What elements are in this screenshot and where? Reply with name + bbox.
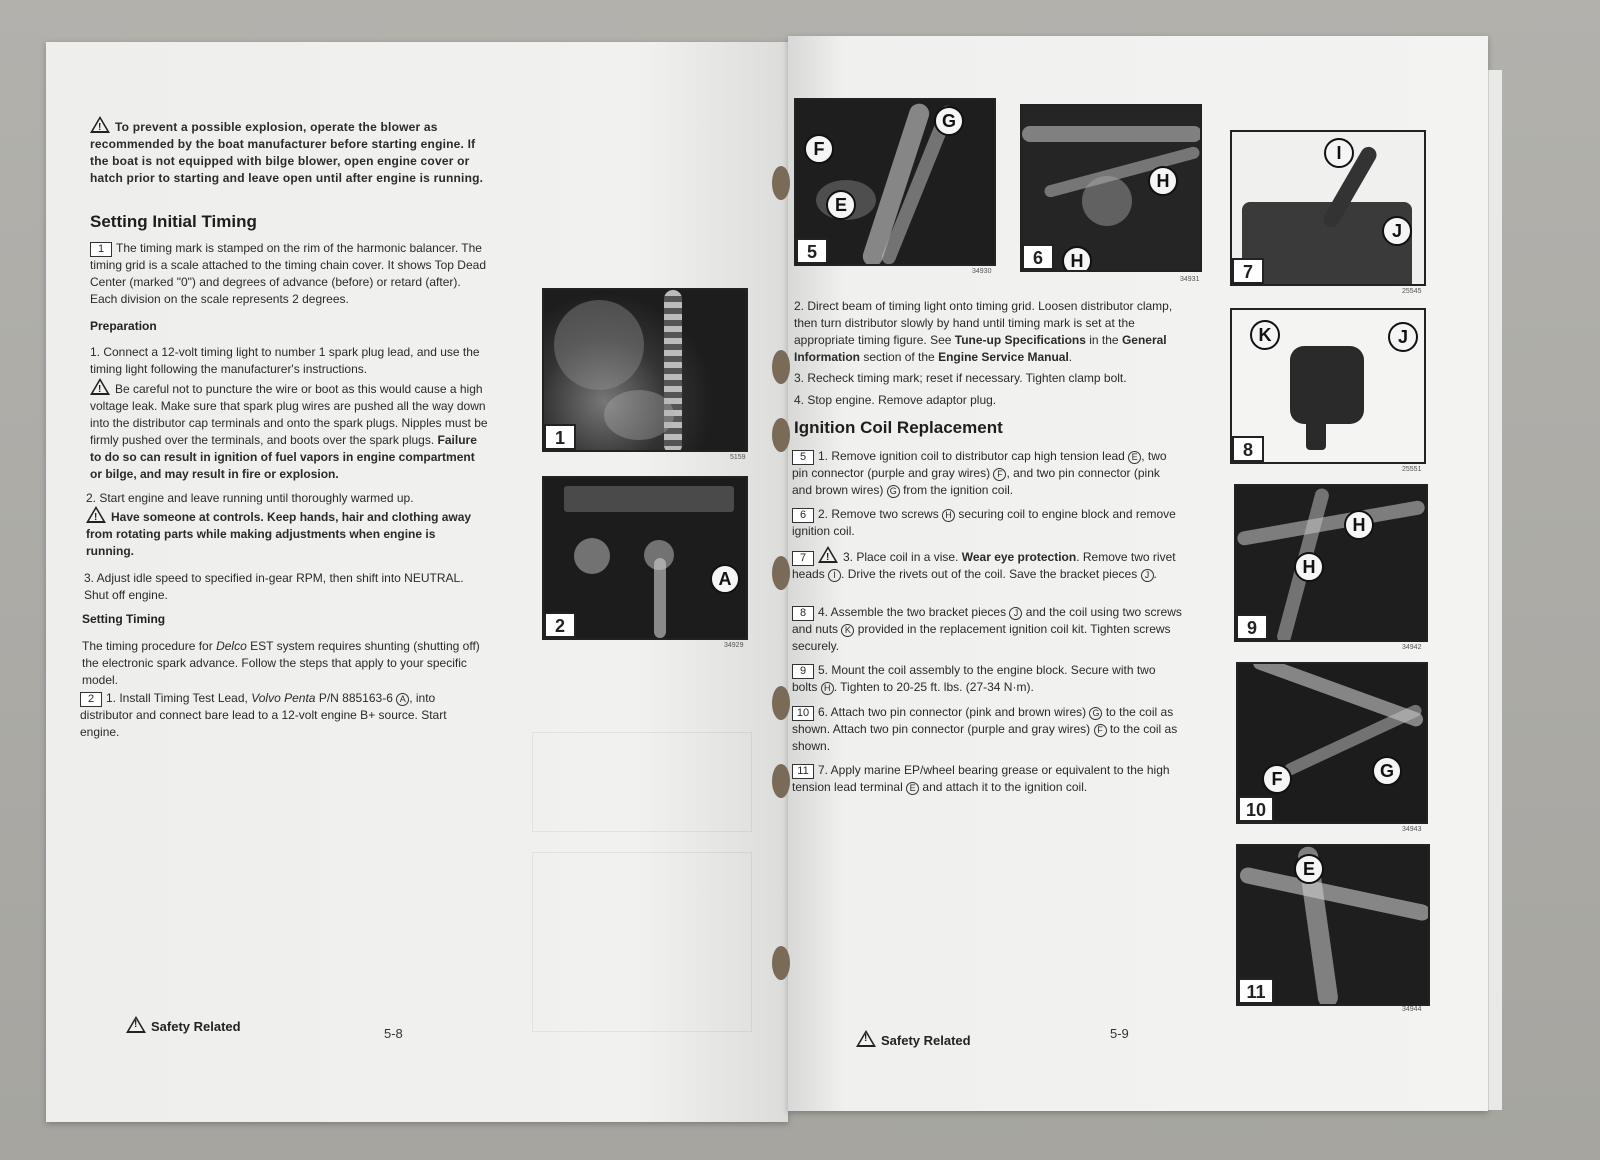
step-number: 2 xyxy=(80,692,102,707)
bleed-through-shadow xyxy=(532,852,752,1032)
warning-puncture: !Be careful not to puncture the wire or boot as this would cause a high voltage leak. Make sure that spark plug wires are pushed all the way down into the distributor cap terminals and onto the spark plugs. Nipples must be firmly pushed over the terminals, and boots over the spark plugs. Failure to do so can result in ignition of fuel vapors in engine compartment or bilge, and may result in fire or explosion. xyxy=(90,378,488,483)
figure-7-photo xyxy=(1230,130,1426,286)
step-number: 9 xyxy=(792,664,814,679)
step-number: 6 xyxy=(792,508,814,523)
warning-icon xyxy=(818,546,838,563)
figure-6-photo xyxy=(1020,104,1202,272)
callout-ref: J xyxy=(1141,569,1154,582)
figure-code: 34944 xyxy=(1402,1006,1422,1013)
prep-step-1: 1. Connect a 12-volt timing light to number 1 spark plug lead, and use the timing light following the manufacturer's instructions. xyxy=(90,345,480,376)
step-number: 8 xyxy=(792,606,814,621)
ignition-step-3: 7! 3. Place coil in a vise. Wear eye protection. Remove two rivet heads I . Drive the rivets out of the coil. Save the bracket pieces J . xyxy=(792,546,1182,583)
step-number: 10 xyxy=(792,706,814,721)
bleed-through-shadow xyxy=(532,732,752,832)
figure-code: 25545 xyxy=(1402,288,1422,295)
figure-2-photo xyxy=(542,476,748,640)
callout-a: A xyxy=(710,564,740,594)
binder-hole xyxy=(772,764,790,798)
figure-code: 34930 xyxy=(972,268,992,275)
warning-icon xyxy=(126,1016,146,1033)
prep-step-2: 2. Start engine and leave running until thoroughly warmed up. xyxy=(86,491,414,505)
step-number: 5 xyxy=(792,450,814,465)
callout-ref: E xyxy=(1128,451,1141,464)
step-number: 1 xyxy=(90,242,112,257)
figure-8-photo xyxy=(1230,308,1426,464)
figure-code: 34929 xyxy=(724,642,744,649)
figure-number: 11 xyxy=(1238,978,1274,1004)
warning-blower: !To prevent a possible explosion, operate the blower as recommended by the boat manufacturer before starting engine. If the boat is not equipped with bilge blower, open engine cover or hatch prior to starting and leave open until after engine is running. xyxy=(90,116,488,187)
callout-ref: F xyxy=(1094,724,1107,737)
figure-number: 10 xyxy=(1238,796,1274,822)
callout-j: J xyxy=(1388,322,1418,352)
figure-5-photo xyxy=(794,98,996,266)
callout-h: H xyxy=(1294,552,1324,582)
figure-code: 34942 xyxy=(1402,644,1422,651)
figure-code: 34931 xyxy=(1180,276,1200,283)
figure-number: 8 xyxy=(1232,436,1264,462)
binder-hole xyxy=(772,350,790,384)
binder-hole xyxy=(772,686,790,720)
binder-hole xyxy=(772,166,790,200)
footer-safety-related: !Safety Related xyxy=(126,1016,241,1034)
figure-code: 5159 xyxy=(730,454,746,461)
callout-ref: A xyxy=(396,693,409,706)
ignition-step-5: 9 5. Mount the coil assembly to the engine block. Secure with two bolts H . Tighten to 20-25 ft. lbs. (27-34 N·m). xyxy=(792,663,1156,694)
step-1-paragraph: 1 The timing mark is stamped on the rim of the harmonic balancer. The timing grid is a scale attached to the timing chain cover. It shows Top Dead Center (marked "0") and degrees of advance (before) or retard (after). Each division on the scale represents 2 degrees. xyxy=(90,241,486,306)
ignition-step-2: 6 2. Remove two screws H securing coil to engine block and remove ignition coil. xyxy=(792,507,1176,538)
figure-number: 6 xyxy=(1022,244,1054,270)
figure-number: 7 xyxy=(1232,258,1264,284)
binder-hole xyxy=(772,556,790,590)
callout-h: H xyxy=(1344,510,1374,540)
page-number: 5-9 xyxy=(1110,1026,1129,1041)
prep-step-3: 3. Adjust idle speed to specified in-gear RPM, then shift into NEUTRAL. Shut off engine. xyxy=(84,571,464,602)
figure-number: 9 xyxy=(1236,614,1268,640)
warning-controls: !Have someone at controls. Keep hands, hair and clothing away from rotating parts while making adjustments when engine is running. xyxy=(86,506,484,560)
callout-k: K xyxy=(1250,320,1280,350)
heading-setting-initial-timing: Setting Initial Timing xyxy=(90,212,257,231)
callout-ref: G xyxy=(887,485,900,498)
figure-1-photo xyxy=(542,288,748,452)
timing-intro: The timing procedure for Delco EST system requires shunting (shutting off) the electronic spark advance. Follow the steps that apply to your specific model. xyxy=(82,639,480,687)
callout-ref: H xyxy=(942,509,955,522)
callout-ref: F xyxy=(993,468,1006,481)
figure-9-photo xyxy=(1234,484,1428,642)
heading-preparation: Preparation xyxy=(90,319,157,333)
ignition-step-6: 10 6. Attach two pin connector (pink and brown wires) G to the coil as shown. Attach two pin connector (purple and gray wires) F to the coil as shown. xyxy=(792,705,1178,753)
warning-icon xyxy=(86,506,106,523)
callout-i: I xyxy=(1324,138,1354,168)
callout-j: J xyxy=(1382,216,1412,246)
callout-ref: E xyxy=(906,782,919,795)
figure-code: 34943 xyxy=(1402,826,1422,833)
left-page xyxy=(46,42,788,1122)
callout-ref: I xyxy=(828,569,841,582)
ignition-step-4: 8 4. Assemble the two bracket pieces J and the coil using two screws and nuts K provided in the replacement ignition coil kit. Tighten screws securely. xyxy=(792,605,1182,653)
binder-hole xyxy=(772,946,790,980)
callout-h: H xyxy=(1148,166,1178,196)
figure-number: 2 xyxy=(544,612,576,638)
timing-step-2: 2. Direct beam of timing light onto timing grid. Loosen distributor clamp, then turn distributor slowly by hand until timing mark is set at the appropriate timing figure. See Tune-up Specifications in the General Information section of the Engine Service Manual. xyxy=(794,299,1173,364)
callout-ref: H xyxy=(821,682,834,695)
callout-ref: K xyxy=(841,624,854,637)
callout-e: E xyxy=(826,190,856,220)
callout-g: G xyxy=(934,106,964,136)
figure-11-photo xyxy=(1236,844,1430,1006)
callout-g: G xyxy=(1372,756,1402,786)
figure-number: 5 xyxy=(796,238,828,264)
footer-safety-related: !Safety Related xyxy=(856,1030,971,1048)
book-page-edge xyxy=(1488,70,1502,1110)
callout-e: E xyxy=(1294,854,1324,884)
callout-f: F xyxy=(804,134,834,164)
step-2-paragraph: 2 1. Install Timing Test Lead, Volvo Penta P/N 885163-6 A , into distributor and connect bare lead to a 12-volt engine B+ source. Start engine. xyxy=(80,691,447,739)
binder-hole xyxy=(772,418,790,452)
callout-f: F xyxy=(1262,764,1292,794)
warning-icon xyxy=(90,378,110,395)
callout-h: H xyxy=(1062,246,1092,272)
right-page xyxy=(788,36,1488,1111)
ignition-step-1: 5 1. Remove ignition coil to distributor cap high tension lead E , two pin connector (purple and gray wires) F , and two pin connector (pink and brown wires) G from the ignition coil. xyxy=(792,449,1167,497)
figure-10-photo xyxy=(1236,662,1428,824)
timing-step-4: 4. Stop engine. Remove adaptor plug. xyxy=(794,393,997,407)
figure-number: 1 xyxy=(544,424,576,450)
ignition-step-7: 11 7. Apply marine EP/wheel bearing grease or equivalent to the high tension lead terminal E and attach it to the ignition coil. xyxy=(792,763,1170,794)
callout-ref: J xyxy=(1009,607,1022,620)
page-number: 5-8 xyxy=(384,1026,403,1041)
step-number: 7 xyxy=(792,551,814,566)
warning-icon xyxy=(90,116,110,133)
timing-step-3: 3. Recheck timing mark; reset if necessary. Tighten clamp bolt. xyxy=(794,371,1127,385)
callout-ref: G xyxy=(1089,707,1102,720)
step-number: 11 xyxy=(792,764,814,779)
figure-code: 25551 xyxy=(1402,466,1422,473)
heading-setting-timing: Setting Timing xyxy=(82,612,166,626)
warning-icon xyxy=(856,1030,876,1047)
heading-ignition-coil-replacement: Ignition Coil Replacement xyxy=(794,418,1003,437)
